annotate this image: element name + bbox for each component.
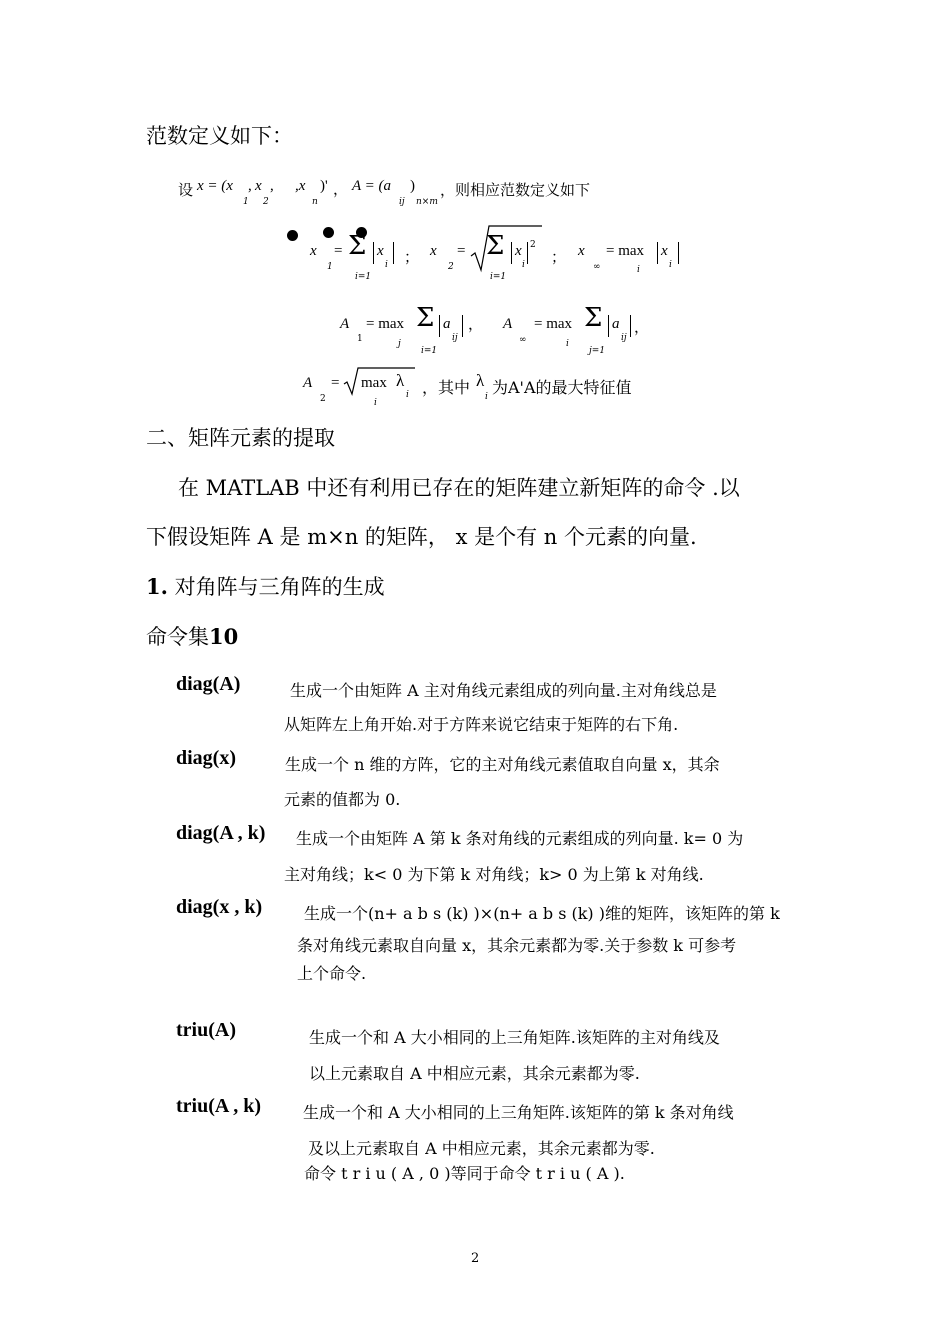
norm2-sub: 2 bbox=[448, 262, 454, 272]
command-desc: 及以上元素取自 A 中相应元素，其余元素都为零. bbox=[308, 1139, 655, 1158]
m2-lambda-i: i bbox=[406, 390, 409, 400]
m2-lambda: λ bbox=[396, 371, 405, 390]
command-desc: 生成一个由矩阵 A 第 k 条对角线的元素组成的列向量. k= 0 为 bbox=[296, 829, 744, 848]
m2-sub: 2 bbox=[320, 394, 326, 404]
mnorm1-limit: i=1 bbox=[421, 346, 438, 356]
abs-bar bbox=[373, 242, 374, 264]
sum-sign: Σ bbox=[486, 231, 505, 261]
mnorm1-sub: 1 bbox=[357, 334, 363, 344]
mnorminf-limit: j=1 bbox=[589, 346, 606, 356]
command-desc: 生成一个 n 维的方阵，它的主对角线元素值取自向量 x，其余 bbox=[285, 755, 720, 774]
command-name: triu(A) bbox=[176, 1019, 236, 1041]
m2-eq: = bbox=[331, 375, 340, 391]
mnorm1-a: a bbox=[443, 316, 451, 332]
def-suffix: ，则相应范数定义如下 bbox=[440, 181, 591, 199]
command-desc: 从矩阵左上角开始.对于方阵来说它结束于矩阵的右下角. bbox=[284, 715, 679, 734]
norm2-limit: i=1 bbox=[490, 272, 507, 282]
mnorm1-A: A bbox=[340, 316, 350, 332]
abs-bar bbox=[462, 315, 463, 337]
abs-bar bbox=[657, 242, 658, 264]
section-heading: 二、矩阵元素的提取 bbox=[146, 426, 335, 450]
m2-text1: ，其中 bbox=[422, 378, 471, 397]
norm1-eq: = bbox=[334, 243, 343, 259]
abs-bar bbox=[511, 242, 512, 264]
command-desc: 生成一个和 A 大小相同的上三角矩阵.该矩阵的主对角线及 bbox=[309, 1028, 720, 1047]
def-close: )' bbox=[320, 178, 328, 194]
bullet-dot-icon bbox=[323, 227, 334, 238]
command-name: diag(x , k) bbox=[176, 896, 263, 918]
command-desc: 上个命令. bbox=[297, 964, 367, 983]
norminf-max-i: i bbox=[637, 265, 640, 275]
sum-sign: Σ bbox=[348, 231, 367, 261]
abs-bar bbox=[630, 315, 631, 337]
def-x2: x bbox=[255, 178, 262, 194]
abs-bar bbox=[393, 242, 394, 264]
def-dots: ,x bbox=[295, 178, 306, 194]
mnorminf-eq: = max bbox=[534, 316, 573, 332]
def-x-eq: x = (x bbox=[197, 178, 233, 194]
norm1-x: x bbox=[310, 243, 317, 259]
m2-text2: 为A'A的最大特征值 bbox=[492, 378, 632, 397]
command-desc: 生成一个由矩阵 A 主对角线元素组成的列向量.主对角线总是 bbox=[290, 681, 717, 700]
def-prefix: 设 bbox=[178, 181, 194, 199]
mnorminf-i: i bbox=[566, 339, 569, 349]
command-set-number: 10 bbox=[209, 624, 239, 649]
command-desc: 生成一个和 A 大小相同的上三角矩阵.该矩阵的第 k 条对角线 bbox=[303, 1103, 734, 1122]
norm2-xi: x bbox=[515, 243, 522, 259]
m2-lambda2-i: i bbox=[485, 392, 488, 402]
sep1: ； bbox=[404, 250, 420, 266]
abs-bar bbox=[439, 315, 440, 337]
norminf-eq: = max bbox=[606, 243, 645, 259]
command-set-text: 命令集 bbox=[146, 625, 209, 649]
mnorminf-a: a bbox=[612, 316, 620, 332]
paragraph-line: 下假设矩阵 A 是 m×n 的矩阵， x 是个有 n 个元素的向量. bbox=[146, 525, 697, 549]
mnorm1-eq: = max bbox=[366, 316, 405, 332]
def-sub2: 2 bbox=[263, 197, 269, 207]
def-comma3: ， bbox=[333, 182, 349, 198]
norminf-sub: ∞ bbox=[593, 262, 601, 272]
norm1-i: i bbox=[385, 260, 388, 270]
command-name: triu(A , k) bbox=[176, 1095, 261, 1117]
command-desc: 生成一个(n+ a b s (k) )×(n+ a b s (k) )维的矩阵，该矩阵的第 k bbox=[304, 904, 780, 923]
def-A-close: ) bbox=[410, 178, 415, 194]
norm2-i: i bbox=[522, 260, 525, 270]
abs-bar bbox=[608, 315, 609, 337]
command-desc: 主对角线；k< 0 为下第 k 对角线；k> 0 为上第 k 对角线. bbox=[284, 865, 704, 884]
command-desc: 以上元素取自 A 中相应元素，其余元素都为零. bbox=[309, 1064, 640, 1083]
sum-sign: Σ bbox=[416, 303, 435, 333]
def-A-eq: A = (a bbox=[352, 178, 392, 194]
norminf-xi: x bbox=[661, 243, 668, 259]
norm1-limit: i=1 bbox=[355, 272, 372, 282]
def-comma1: , bbox=[248, 178, 252, 194]
mnorminf-sub: ∞ bbox=[519, 335, 527, 345]
norm1-xi: x bbox=[377, 243, 384, 259]
page-number: 2 bbox=[471, 1251, 480, 1266]
subsection-number: 1. bbox=[146, 574, 168, 599]
m2-max: max bbox=[361, 375, 387, 391]
mnorminf-A: A bbox=[503, 316, 513, 332]
norm2-pow: 2 bbox=[530, 240, 536, 250]
sum-sign: Σ bbox=[584, 303, 603, 333]
command-desc: 命令 t r i u ( A , 0 )等同于命令 t r i u ( A ). bbox=[304, 1164, 625, 1183]
def-subn: n bbox=[312, 197, 318, 207]
m2-lambda2: λ bbox=[476, 371, 485, 390]
mnorm1-j: j bbox=[398, 339, 401, 349]
command-desc: 条对角线元素取自向量 x，其余元素都为零.关于参数 k 可参考 bbox=[297, 936, 737, 955]
norm2-x: x bbox=[430, 243, 437, 259]
mnorm-comma2: ， bbox=[634, 320, 650, 336]
norm2-eq: = bbox=[457, 243, 466, 259]
command-name: diag(A , k) bbox=[176, 822, 266, 844]
norminf-i: i bbox=[669, 260, 672, 270]
command-set-label bbox=[146, 621, 238, 651]
sep2: ； bbox=[551, 250, 567, 266]
def-subnm: n×m bbox=[416, 197, 438, 207]
subsection-title: 对角阵与三角阵的生成 bbox=[174, 575, 385, 599]
command-desc: 元素的值都为 0. bbox=[284, 790, 401, 809]
m2-A: A bbox=[303, 375, 313, 391]
paragraph-line: 在 MATLAB 中还有利用已存在的矩阵建立新矩阵的命令 .以 bbox=[178, 476, 740, 500]
mnorm-comma: ， bbox=[468, 317, 484, 333]
bullet-dot-icon bbox=[287, 230, 298, 241]
def-sub1: 1 bbox=[243, 197, 249, 207]
norm1-sub: 1 bbox=[327, 262, 333, 272]
m2-max-i: i bbox=[374, 398, 377, 408]
mnorminf-ij: ij bbox=[621, 333, 627, 343]
command-name: diag(A) bbox=[176, 673, 241, 695]
abs-bar bbox=[678, 242, 679, 264]
norm-heading: 范数定义如下： bbox=[146, 124, 293, 148]
def-comma2: , bbox=[270, 178, 274, 194]
def-subij: ij bbox=[399, 197, 405, 207]
subsection-heading bbox=[146, 571, 385, 601]
abs-bar bbox=[527, 242, 528, 264]
norminf-x: x bbox=[578, 243, 585, 259]
command-name: diag(x) bbox=[176, 747, 236, 769]
mnorm1-ij: ij bbox=[452, 333, 458, 343]
